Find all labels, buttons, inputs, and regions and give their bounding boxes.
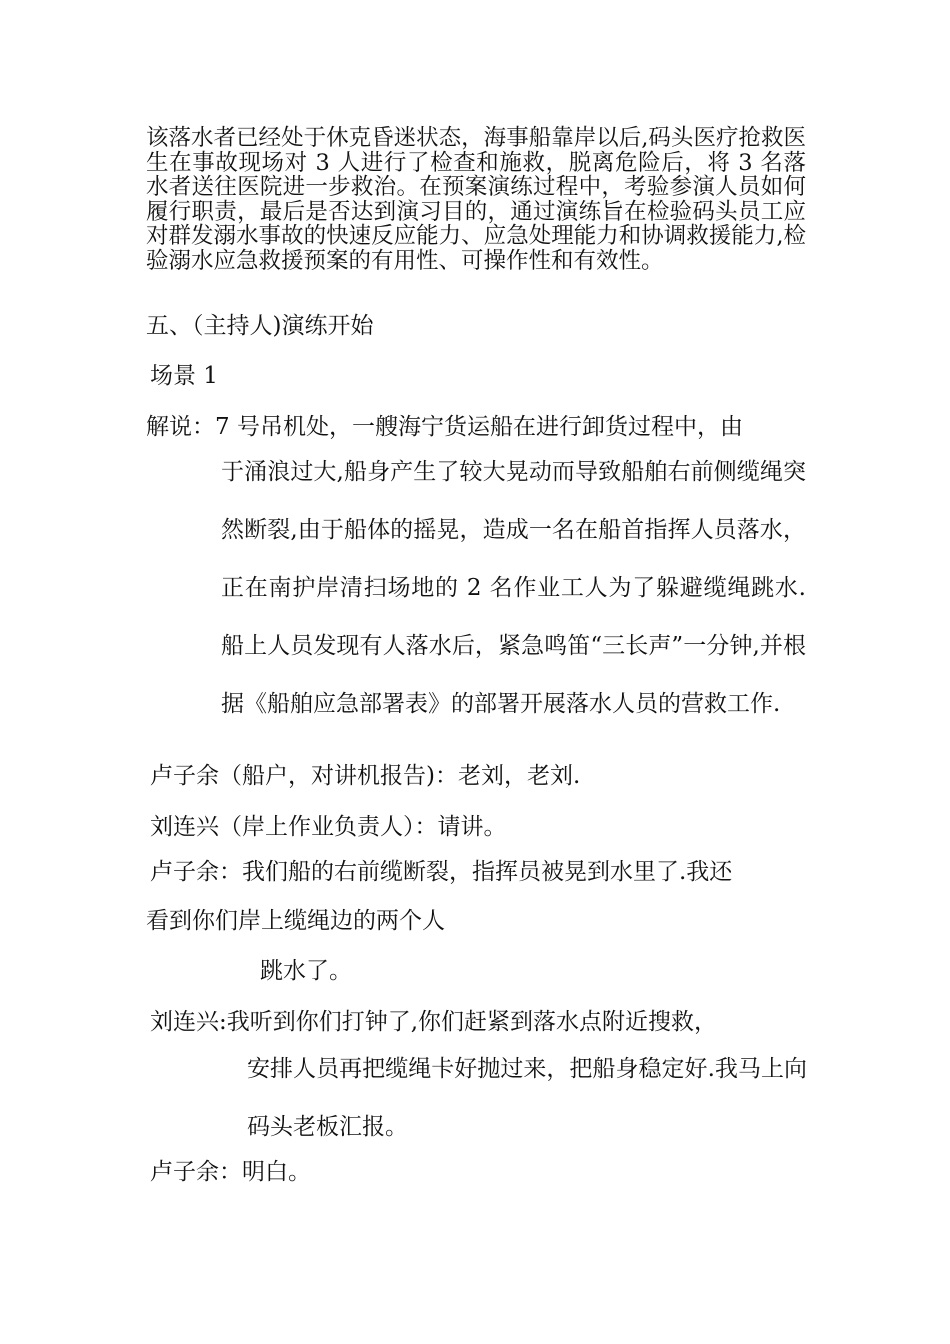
narration-body: 于涌浪过大,船身产生了较大晃动而导致船舶右前侧缆绳突然断裂,由于船体的摇晃，造成一名在船首指挥人员落水，正在南护岸清扫场地的 2 名作业工人为了躲避缆绳跳水.船上人员发现有人落水后，紧急鸣笛“三长声”一分钟,并根据《船舶应急部署表》的部署开展落水人员的营救工作.: [221, 459, 806, 717]
dialogue-line-3-text: 我们船的右前缆断裂，指挥员被晃到水里了.我还: [242, 859, 733, 885]
narration-first-line: [146, 412, 806, 442]
dialogue-line-2: 刘连兴（岸上作业负责人）：请讲。: [150, 814, 507, 840]
dialogue-line-3-continued: 看到你们岸上缆绳边的两个人: [146, 908, 445, 934]
dialogue-line-5-text: 明白。: [242, 1159, 311, 1185]
dialogue-line-5: [150, 1157, 311, 1187]
dialogue-line-4-speaker: 刘连兴:: [150, 1009, 227, 1035]
narration-first-text: 7 号吊机处，一艘海宁货运船在进行卸货过程中，由: [215, 414, 743, 440]
dialogue-line-3-end: 跳水了。: [260, 958, 352, 984]
dialogue-line-1: 卢子余（船户，对讲机报告)：老刘，老刘.: [150, 763, 581, 789]
narration-speaker: 解说：: [146, 414, 215, 440]
dialogue-line-4-body: 安排人员再把缆绳卡好抛过来，把船身稳定好.我马上向码头老板汇报。: [247, 1056, 807, 1140]
dialogue-line-3-speaker: 卢子余：: [150, 859, 242, 885]
dialogue-line-5-speaker: 卢子余：: [150, 1159, 242, 1185]
dialogue-line-3: [150, 857, 810, 887]
scene-label: 场景 1: [150, 363, 218, 389]
section-heading: 五、（主持人)演练开始: [146, 313, 374, 339]
intro-paragraph: 该落水者已经处于休克昏迷状态，海事船靠岸以后,码头医疗抢救医生在事故现场对 3 人进行了检查和施救，脱离危险后，将 3 名落水者送往医院进一步救治。在预案演练过程中，考验参演人员如何履行职责，最后是否达到演习目的，通过演练旨在检验码头员工应对群发溺水事故的快速反应能力、应急处理能力和协调救援能力,检验溺水应急救援预案的有用性、可操作性和有效性。: [146, 125, 806, 274]
dialogue-line-4-text: 我听到你们打钟了,你们赶紧到落水点附近搜救，: [226, 1009, 718, 1035]
dialogue-line-4: [150, 1007, 810, 1037]
